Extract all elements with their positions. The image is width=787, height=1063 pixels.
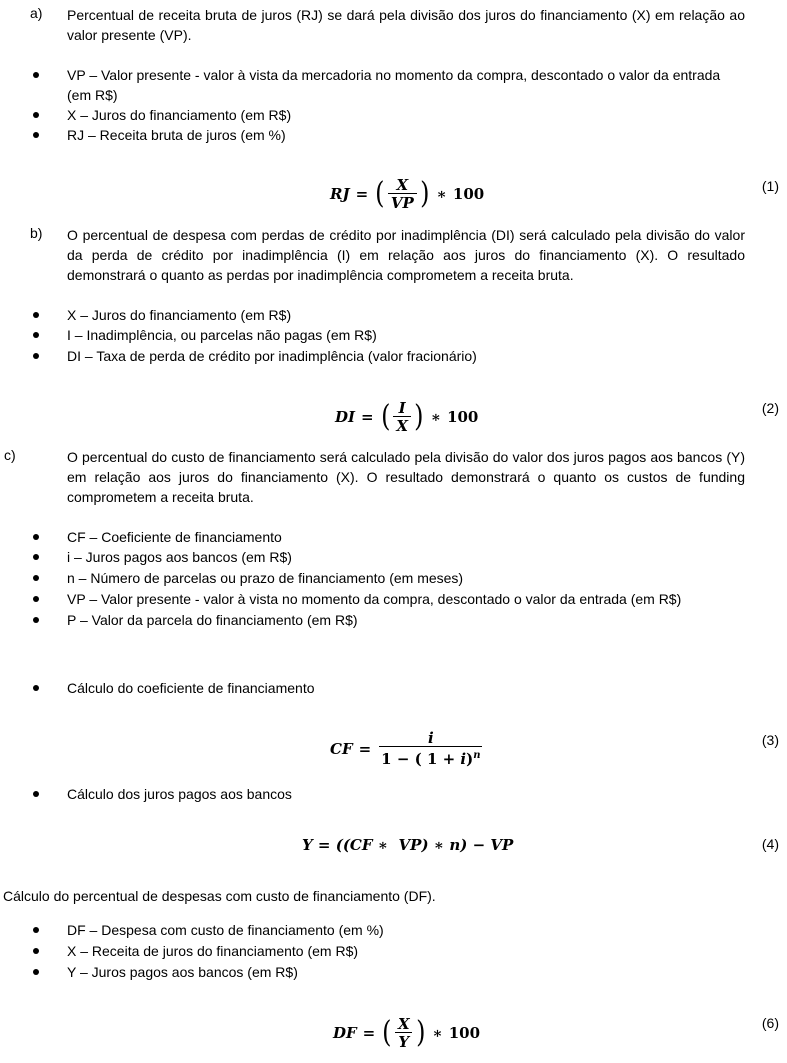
list-item	[30, 105, 750, 125]
eq-multiplier: 100	[447, 408, 479, 426]
bullet-icon	[33, 112, 39, 118]
bullet-icon	[33, 554, 39, 560]
bullet-icon	[33, 791, 39, 797]
list-item-text: X – Juros do financiamento (em R$)	[67, 307, 292, 323]
bullet-icon	[33, 312, 39, 318]
list-item	[30, 784, 750, 804]
item-marker-c: c)	[4, 447, 16, 463]
bullet-icon	[33, 353, 39, 359]
list-item	[30, 325, 750, 345]
list-item-text: RJ – Receita bruta de juros (em %)	[67, 127, 286, 143]
list-item	[30, 941, 750, 961]
eq-multiplier: 100	[452, 185, 485, 203]
section-heading-df: Cálculo do percentual de despesas com custo de financiamento (DF).	[3, 888, 436, 904]
list-item-text: i – Juros pagos aos bancos (em R$)	[67, 549, 292, 565]
list-item-text: n – Número de parcelas ou prazo de financiamento (em meses)	[67, 570, 464, 586]
list-item	[30, 962, 750, 982]
bullet-icon	[33, 132, 39, 138]
list-item-text: VP – Valor presente - valor à vista no momento da compra, descontado o valor da entrada (em R$)	[67, 591, 682, 607]
list-item-text: Y – Juros pagos aos bancos (em R$)	[67, 964, 298, 980]
bullet-icon	[33, 685, 39, 691]
equation-number: (2)	[761, 400, 779, 416]
list-item	[30, 65, 750, 103]
equation-number: (6)	[761, 1015, 779, 1031]
item-marker-a: a)	[30, 5, 43, 21]
equation-rj: RJ = ( $\frac{X}{VP}$ ) ∗ 100	[330, 175, 485, 212]
fraction	[393, 400, 411, 435]
bullet-icon	[33, 332, 39, 338]
bullet-icon	[33, 596, 39, 602]
list-item	[30, 568, 750, 588]
denominator: X	[393, 416, 411, 435]
list-item	[30, 920, 750, 940]
bullet-icon	[33, 72, 39, 78]
eq-lhs: DI	[335, 408, 356, 426]
list-item-text: DI – Taxa de perda de crédito por inadimplência (valor fracionário)	[67, 348, 477, 364]
eq-lhs: RJ	[330, 185, 350, 203]
list-item-text: X – Juros do financiamento (em R$)	[67, 107, 292, 123]
equation-cf: CF = $\frac{i}{1 - ( 1 + i)^n}$	[330, 729, 481, 768]
list-item-text: X – Receita de juros do financiamento (em R$)	[67, 943, 359, 959]
denominator: 1 − ( 1 + i)$^n$	[379, 746, 482, 768]
paragraph-c: O percentual do custo de financiamento será calculado pela divisão do valor dos juros pagos aos bancos (Y) em relação aos juros do financiamento (X). O resultado demonstrará o quanto os custos de funding comprometem a receita bruta.	[67, 449, 745, 505]
fraction	[379, 730, 482, 768]
list-item	[30, 125, 750, 145]
bullet-icon	[33, 534, 39, 540]
numerator: i	[427, 729, 434, 747]
equation-di: DI = ( $\frac{I}{X}$ ) ∗ 100	[335, 398, 479, 435]
equation-y: Y = ((CF ∗ VP) ∗ n) − VP	[302, 836, 514, 854]
list-item-text: P – Valor da parcela do financiamento (em R$)	[67, 612, 358, 628]
numerator: X	[396, 175, 409, 194]
eq-multiplier: 100	[448, 1024, 481, 1042]
bullet-icon	[33, 969, 39, 975]
calc-cf-label: Cálculo do coeficiente de financiamento	[67, 680, 315, 696]
denominator: VP	[388, 193, 417, 212]
numerator: X	[397, 1014, 410, 1033]
item-marker-b: b)	[30, 225, 43, 241]
equation-df: DF = ( $\frac{X}{Y}$ ) ∗ 100	[333, 1014, 481, 1051]
list-item-text: I – Inadimplência, ou parcelas não pagas (em R$)	[67, 327, 377, 343]
equation-number: (4)	[761, 836, 779, 852]
list-item-text: DF – Despesa com custo de financiamento (em %)	[67, 922, 384, 938]
paragraph-b: O percentual de despesa com perdas de crédito por inadimplência (DI) será calculado pela divisão do valor da perda de crédito por inadimplência (I) em relação aos juros do financiamento (X). O resultado demonstrará o quanto as perdas por inadimplência comprometem a receita bruta.	[67, 227, 745, 283]
list-item	[30, 346, 750, 366]
eq-lhs: CF	[330, 740, 353, 758]
denominator: Y	[395, 1032, 412, 1051]
list-item	[30, 610, 750, 630]
eq-lhs: DF	[333, 1024, 357, 1042]
list-item-text: CF – Coeficiente de financiamento	[67, 529, 282, 545]
list-item	[30, 527, 750, 547]
numerator: I	[398, 398, 406, 417]
bullet-icon	[33, 575, 39, 581]
list-item-text: VP – Valor presente - valor à vista da mercadoria no momento da compra, descontado o valor da entrada (em R$)	[67, 67, 721, 103]
bullet-icon	[33, 617, 39, 623]
list-item	[30, 547, 750, 567]
equation-number: (1)	[761, 178, 779, 194]
bullet-icon	[33, 948, 39, 954]
fraction	[388, 177, 417, 212]
list-item	[30, 678, 750, 698]
bullet-icon	[33, 927, 39, 933]
list-item	[30, 589, 750, 609]
calc-y-label: Cálculo dos juros pagos aos bancos	[67, 786, 292, 802]
list-item	[30, 305, 750, 325]
equation-number: (3)	[761, 732, 779, 748]
fraction	[395, 1016, 413, 1051]
paragraph-a: Percentual de receita bruta de juros (RJ) se dará pela divisão dos juros do financiamento (X) em relação ao valor presente (VP).	[67, 7, 745, 43]
